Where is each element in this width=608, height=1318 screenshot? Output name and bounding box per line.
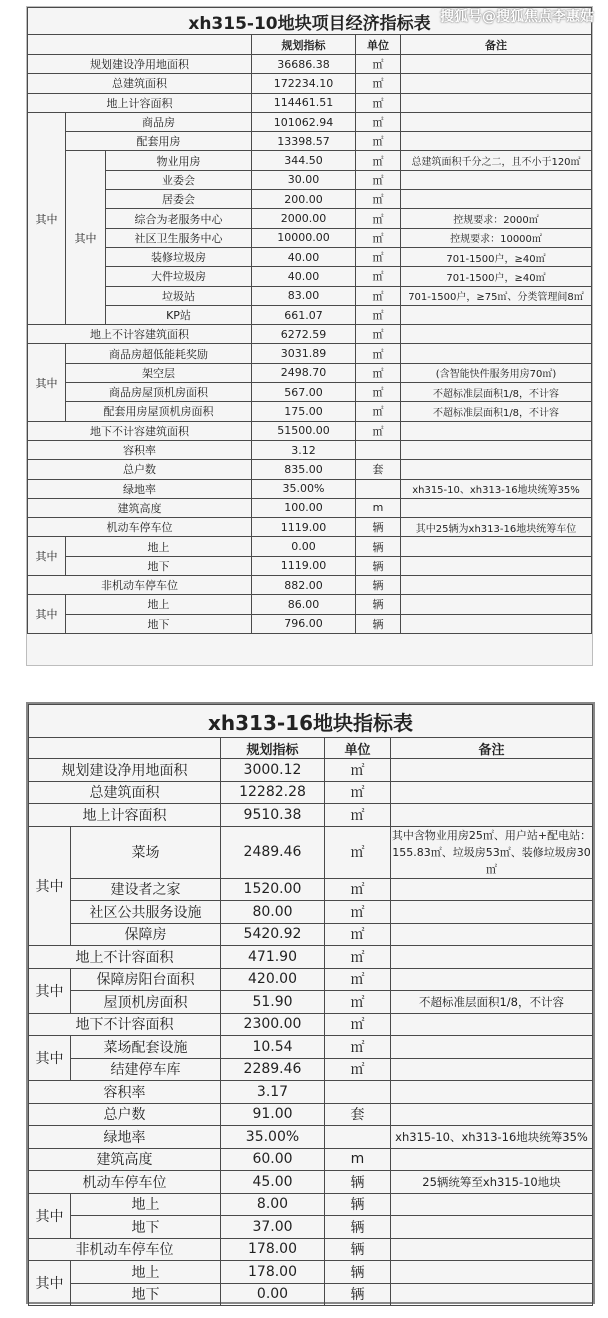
row-unit: 辆: [325, 1283, 391, 1306]
row-value: 2289.46: [221, 1058, 325, 1081]
row-value: 0.00: [252, 537, 356, 556]
group-label: 其中: [29, 1036, 71, 1081]
row-unit: ㎡: [356, 74, 401, 93]
row-note: [391, 1193, 593, 1216]
table-row: [29, 1036, 593, 1059]
row-note: [391, 1103, 593, 1126]
table-row: [29, 804, 593, 827]
row-note: [401, 74, 592, 93]
row-value: 178.00: [221, 1261, 325, 1284]
row-unit: ㎡: [325, 901, 391, 924]
row-label: 地上: [66, 595, 252, 614]
row-label: 大件垃圾房: [106, 267, 252, 286]
row-unit: ㎡: [325, 804, 391, 827]
row-label: 配套用房屋顶机房面积: [66, 402, 252, 421]
table-row: [28, 112, 592, 131]
col-header-indicator: 规划指标: [252, 35, 356, 55]
row-note: 控规要求：2000㎡: [401, 209, 592, 228]
row-value: 3.17: [221, 1081, 325, 1104]
row-label: 社区卫生服务中心: [106, 228, 252, 247]
row-value: 35.00%: [252, 479, 356, 498]
row-unit: ㎡: [356, 228, 401, 247]
row-note: [401, 55, 592, 74]
row-note: [401, 421, 592, 440]
table-row: [29, 923, 593, 946]
table-row: [28, 460, 592, 479]
table-row: [28, 74, 592, 93]
row-note: [391, 781, 593, 804]
row-note: [401, 325, 592, 344]
row-note: [401, 170, 592, 189]
row-label: 地下: [66, 556, 252, 575]
row-value: 2498.70: [252, 363, 356, 382]
row-label: 容积率: [29, 1081, 221, 1104]
row-label: 建筑高度: [28, 498, 252, 517]
row-unit: ㎡: [356, 132, 401, 151]
row-value: 1119.00: [252, 518, 356, 537]
row-unit: 辆: [325, 1171, 391, 1194]
row-label: 商品房屋顶机房面积: [66, 383, 252, 402]
row-value: 882.00: [252, 576, 356, 595]
table-row: [28, 247, 592, 266]
row-unit: ㎡: [325, 991, 391, 1014]
row-value: 100.00: [252, 498, 356, 517]
table2-header-row: [29, 738, 593, 759]
row-unit: ㎡: [356, 190, 401, 209]
row-unit: ㎡: [356, 209, 401, 228]
row-label: 地上: [71, 1193, 221, 1216]
row-unit: ㎡: [356, 112, 401, 131]
row-label: 综合为老服务中心: [106, 209, 252, 228]
row-unit: 辆: [356, 537, 401, 556]
row-note: 其中含物业用房25㎡、用户站+配电站：155.83㎡、垃圾房53㎡、装修垃圾房30㎡: [391, 826, 593, 878]
row-note: 总建筑面积千分之二，且不小于120㎡: [401, 151, 592, 170]
row-note: [401, 498, 592, 517]
row-label: 配套用房: [66, 132, 252, 151]
row-note: [401, 132, 592, 151]
row-note: [401, 93, 592, 112]
row-value: 37.00: [221, 1216, 325, 1239]
row-label: 结建停车库: [71, 1058, 221, 1081]
row-label: 垃圾站: [106, 286, 252, 305]
row-unit: 辆: [325, 1216, 391, 1239]
row-unit: 辆: [356, 595, 401, 614]
row-note: [401, 460, 592, 479]
table-row: [28, 421, 592, 440]
row-value: 45.00: [221, 1171, 325, 1194]
table-row: [28, 440, 592, 459]
row-note: [391, 1036, 593, 1059]
table-row: [29, 1126, 593, 1149]
row-note: xh315-10、xh313-16地块统筹35%: [401, 479, 592, 498]
row-note: [391, 923, 593, 946]
table-row: [28, 209, 592, 228]
row-value: 86.00: [252, 595, 356, 614]
row-value: 1520.00: [221, 878, 325, 901]
row-value: 6272.59: [252, 325, 356, 344]
table-row: [28, 498, 592, 517]
table-row: [29, 878, 593, 901]
table-row: [29, 1238, 593, 1261]
table-row: [28, 170, 592, 189]
row-label: 机动车停车位: [28, 518, 252, 537]
row-unit: m: [356, 498, 401, 517]
row-value: 2489.46: [221, 826, 325, 878]
row-note: 25辆统筹至xh315-10地块: [391, 1171, 593, 1194]
row-label: 保障房: [71, 923, 221, 946]
row-label: 屋顶机房面积: [71, 991, 221, 1014]
col-header-unit: 单位: [325, 738, 391, 759]
table-row: [29, 1283, 593, 1306]
row-label: 地下: [66, 614, 252, 633]
subgroup-label: 其中: [66, 151, 106, 325]
row-value: 0.00: [221, 1283, 325, 1306]
row-unit: ㎡: [356, 344, 401, 363]
row-value: 3.12: [252, 440, 356, 459]
row-unit: m: [325, 1148, 391, 1171]
row-value: 60.00: [221, 1148, 325, 1171]
table-row: [29, 946, 593, 969]
row-value: 3000.12: [221, 759, 325, 782]
row-label: 架空层: [66, 363, 252, 382]
table-row: [28, 228, 592, 247]
row-value: 3031.89: [252, 344, 356, 363]
row-label: 地下: [71, 1283, 221, 1306]
row-note: [391, 878, 593, 901]
row-label: 地下: [71, 1216, 221, 1239]
table-row: [29, 1171, 593, 1194]
row-note: 701-1500户，≥40㎡: [401, 247, 592, 266]
table-row: [28, 305, 592, 324]
row-label: 地上不计容建筑面积: [28, 325, 252, 344]
row-value: 567.00: [252, 383, 356, 402]
group-label: 其中: [28, 344, 66, 421]
row-value: 35.00%: [221, 1126, 325, 1149]
row-unit: [356, 440, 401, 459]
table-row: [28, 479, 592, 498]
row-unit: 辆: [325, 1193, 391, 1216]
row-unit: ㎡: [356, 267, 401, 286]
row-value: 2000.00: [252, 209, 356, 228]
row-label: 容积率: [28, 440, 252, 459]
row-unit: ㎡: [356, 383, 401, 402]
row-label: KP站: [106, 305, 252, 324]
row-note: (含智能快件服务用房70㎡): [401, 363, 592, 382]
table-row: [28, 363, 592, 382]
row-value: 1119.00: [252, 556, 356, 575]
row-value: 471.90: [221, 946, 325, 969]
row-unit: ㎡: [325, 1058, 391, 1081]
table-row: [29, 901, 593, 924]
row-note: [401, 576, 592, 595]
row-unit: ㎡: [325, 781, 391, 804]
row-label: 业委会: [106, 170, 252, 189]
table1-sheet: [26, 6, 593, 666]
row-label: 建筑高度: [29, 1148, 221, 1171]
row-value: 344.50: [252, 151, 356, 170]
table2-sheet: [26, 702, 595, 1304]
table-row: [29, 759, 593, 782]
table-row: [28, 190, 592, 209]
row-note: [391, 1283, 593, 1306]
table-row: [29, 1103, 593, 1126]
row-unit: ㎡: [325, 946, 391, 969]
row-unit: 辆: [356, 518, 401, 537]
table-row: [29, 1261, 593, 1284]
row-value: 178.00: [221, 1238, 325, 1261]
table-row: [28, 325, 592, 344]
row-label: 地上计容面积: [29, 804, 221, 827]
row-value: 420.00: [221, 968, 325, 991]
row-note: [401, 190, 592, 209]
group-label: 其中: [28, 595, 66, 634]
group-label: 其中: [28, 537, 66, 576]
row-label: 地上: [71, 1261, 221, 1284]
table-row: [29, 991, 593, 1014]
row-label: 非机动车停车位: [29, 1238, 221, 1261]
table-row: [28, 576, 592, 595]
col-header-indicator: 规划指标: [221, 738, 325, 759]
row-label: 总建筑面积: [28, 74, 252, 93]
row-value: 835.00: [252, 460, 356, 479]
row-note: [401, 556, 592, 575]
table-row: [29, 1216, 593, 1239]
row-unit: ㎡: [356, 363, 401, 382]
row-unit: ㎡: [356, 421, 401, 440]
row-note: [401, 305, 592, 324]
row-unit: ㎡: [325, 759, 391, 782]
table1: [27, 7, 592, 634]
row-unit: ㎡: [356, 286, 401, 305]
row-note: 控规要求：10000㎡: [401, 228, 592, 247]
table-row: [28, 402, 592, 421]
row-unit: [325, 1126, 391, 1149]
row-label: 地上不计容面积: [29, 946, 221, 969]
row-value: 101062.94: [252, 112, 356, 131]
group-label: 其中: [29, 826, 71, 946]
row-label: 总户数: [29, 1103, 221, 1126]
row-label: 地下不计容建筑面积: [28, 421, 252, 440]
row-note: [391, 1238, 593, 1261]
row-note: [401, 112, 592, 131]
table1-title: xh315-10地块项目经济指标表: [28, 8, 592, 35]
row-value: 175.00: [252, 402, 356, 421]
row-note: [391, 1058, 593, 1081]
table-row: [29, 1058, 593, 1081]
table-row: [28, 55, 592, 74]
row-label: 商品房超低能耗奖励: [66, 344, 252, 363]
row-note: [391, 759, 593, 782]
table-row: [28, 93, 592, 112]
row-note: 701-1500户，≥40㎡: [401, 267, 592, 286]
row-label: 保障房阳台面积: [71, 968, 221, 991]
col-header-unit: 单位: [356, 35, 401, 55]
row-note: 不超标准层面积1/8，不计容: [401, 402, 592, 421]
row-note: [391, 1013, 593, 1036]
row-label: 总户数: [28, 460, 252, 479]
row-note: 不超标准层面积1/8，不计容: [391, 991, 593, 1014]
row-unit: ㎡: [356, 247, 401, 266]
row-unit: [356, 479, 401, 498]
table-row: [29, 781, 593, 804]
group-label: 其中: [29, 1261, 71, 1306]
row-label: 绿地率: [28, 479, 252, 498]
row-unit: ㎡: [325, 826, 391, 878]
row-unit: ㎡: [356, 325, 401, 344]
row-unit: 辆: [325, 1261, 391, 1284]
row-value: 9510.38: [221, 804, 325, 827]
table1-header-row: [28, 35, 592, 55]
table-row: [28, 383, 592, 402]
table-row: [28, 556, 592, 575]
row-value: 13398.57: [252, 132, 356, 151]
row-label: 装修垃圾房: [106, 247, 252, 266]
row-note: xh315-10、xh313-16地块统筹35%: [391, 1126, 593, 1149]
row-value: 36686.38: [252, 55, 356, 74]
row-note: [401, 440, 592, 459]
row-value: 2300.00: [221, 1013, 325, 1036]
row-unit: ㎡: [356, 305, 401, 324]
row-note: [391, 1148, 593, 1171]
row-value: 80.00: [221, 901, 325, 924]
row-label: 菜场: [71, 826, 221, 878]
row-value: 796.00: [252, 614, 356, 633]
table-row: [28, 595, 592, 614]
row-value: 12282.28: [221, 781, 325, 804]
row-unit: 辆: [356, 576, 401, 595]
row-value: 114461.51: [252, 93, 356, 112]
row-unit: ㎡: [356, 93, 401, 112]
row-unit: 辆: [356, 556, 401, 575]
row-unit: ㎡: [325, 878, 391, 901]
row-unit: ㎡: [356, 55, 401, 74]
row-value: 83.00: [252, 286, 356, 305]
row-value: 51500.00: [252, 421, 356, 440]
table-row: [29, 1013, 593, 1036]
table-row: [29, 968, 593, 991]
table-row: [28, 132, 592, 151]
table-row: [29, 1193, 593, 1216]
row-note: [401, 595, 592, 614]
row-note: [391, 946, 593, 969]
row-label: 地上: [66, 537, 252, 556]
row-unit: 套: [325, 1103, 391, 1126]
row-value: 30.00: [252, 170, 356, 189]
row-unit: 辆: [325, 1238, 391, 1261]
table-row: [29, 1081, 593, 1104]
row-note: [401, 537, 592, 556]
row-note: [401, 344, 592, 363]
row-label: 居委会: [106, 190, 252, 209]
row-value: 40.00: [252, 267, 356, 286]
row-unit: [325, 1081, 391, 1104]
table-row: [28, 151, 592, 170]
table-row: [29, 826, 593, 878]
table-row: [28, 286, 592, 305]
row-note: 其中25辆为xh313-16地块统筹车位: [401, 518, 592, 537]
row-note: [391, 1261, 593, 1284]
watermark: 搜狐号@搜狐焦点李惠姑: [440, 9, 594, 25]
col-header-note: 备注: [391, 738, 593, 759]
row-label: 机动车停车位: [29, 1171, 221, 1194]
row-unit: ㎡: [356, 151, 401, 170]
row-unit: ㎡: [325, 1036, 391, 1059]
row-note: [391, 1081, 593, 1104]
row-note: [401, 614, 592, 633]
row-label: 商品房: [66, 112, 252, 131]
row-unit: ㎡: [325, 968, 391, 991]
row-value: 172234.10: [252, 74, 356, 93]
row-value: 8.00: [221, 1193, 325, 1216]
row-note: 不超标准层面积1/8，不计容: [401, 383, 592, 402]
group-label: 其中: [29, 1193, 71, 1238]
table-row: [28, 267, 592, 286]
row-value: 10000.00: [252, 228, 356, 247]
table-row: [29, 1148, 593, 1171]
col-header-note: 备注: [401, 35, 592, 55]
row-label: 绿地率: [29, 1126, 221, 1149]
table2-title: xh313-16地块指标表: [29, 705, 593, 738]
row-value: 661.07: [252, 305, 356, 324]
row-value: 10.54: [221, 1036, 325, 1059]
row-label: 地下不计容面积: [29, 1013, 221, 1036]
row-unit: 辆: [356, 614, 401, 633]
row-unit: ㎡: [356, 170, 401, 189]
row-label: 菜场配套设施: [71, 1036, 221, 1059]
row-value: 40.00: [252, 247, 356, 266]
group-label: 其中: [29, 968, 71, 1013]
row-unit: 套: [356, 460, 401, 479]
row-label: 总建筑面积: [29, 781, 221, 804]
table2: [28, 704, 593, 1306]
row-unit: ㎡: [325, 923, 391, 946]
row-label: 规划建设净用地面积: [29, 759, 221, 782]
row-label: 物业用房: [106, 151, 252, 170]
row-label: 地上计容面积: [28, 93, 252, 112]
row-value: 200.00: [252, 190, 356, 209]
row-label: 建设者之家: [71, 878, 221, 901]
table-row: [28, 614, 592, 633]
row-note: [391, 901, 593, 924]
row-label: 社区公共服务设施: [71, 901, 221, 924]
table-row: [28, 537, 592, 556]
row-value: 51.90: [221, 991, 325, 1014]
row-value: 91.00: [221, 1103, 325, 1126]
row-label: 规划建设净用地面积: [28, 55, 252, 74]
table-row: [28, 518, 592, 537]
table-row: [28, 344, 592, 363]
row-unit: ㎡: [356, 402, 401, 421]
row-note: [391, 1216, 593, 1239]
group-label: 其中: [28, 112, 66, 324]
row-note: [391, 804, 593, 827]
row-note: [391, 968, 593, 991]
row-note: 701-1500户，≥75㎡、分类管理间8㎡: [401, 286, 592, 305]
row-unit: ㎡: [325, 1013, 391, 1036]
row-value: 5420.92: [221, 923, 325, 946]
row-label: 非机动车停车位: [28, 576, 252, 595]
